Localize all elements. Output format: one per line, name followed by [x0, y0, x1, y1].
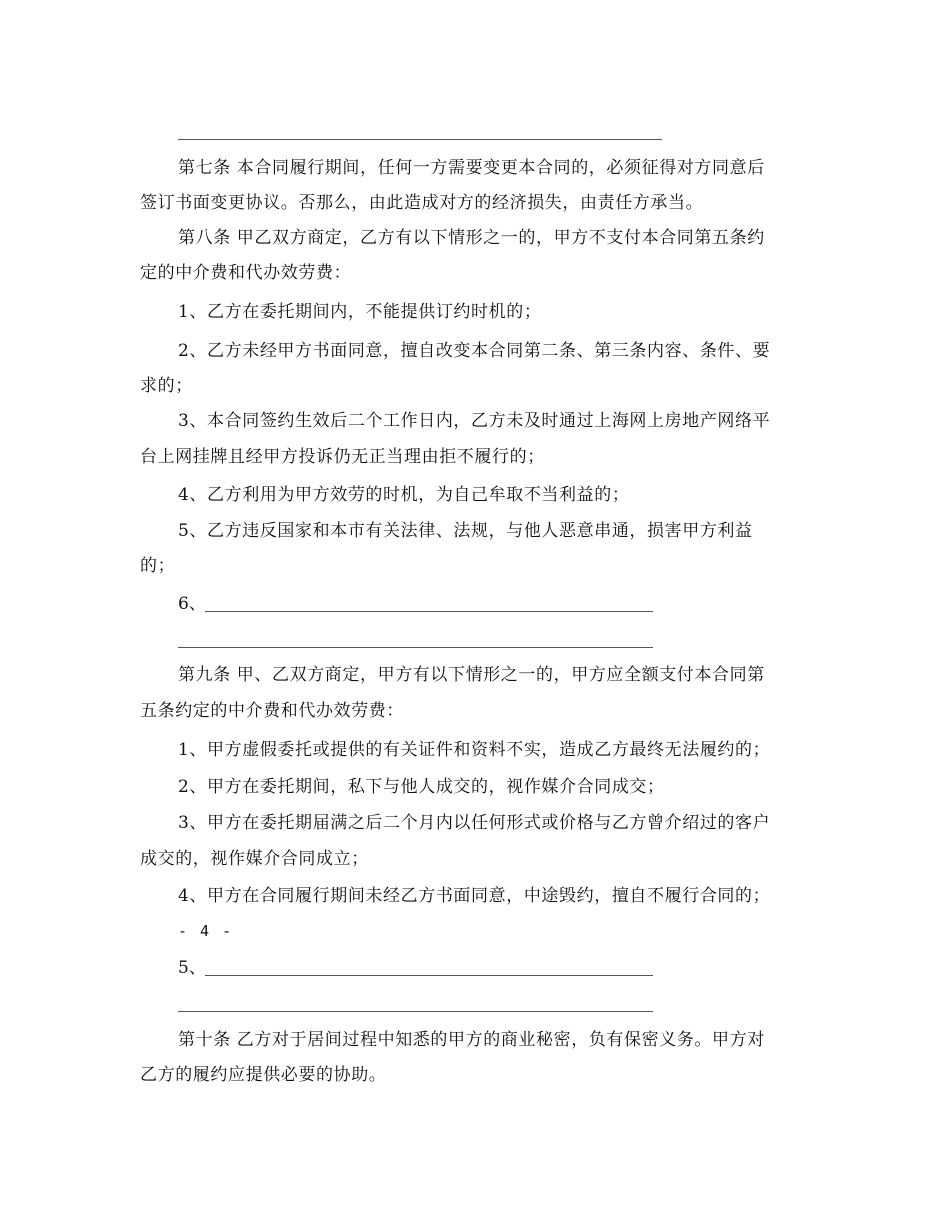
- article-8-item-3-cont: 台上网挂牌且经甲方投诉仍无正当理由拒不履行的；: [140, 447, 545, 467]
- article-9-intro-line-1: 第九条 甲、乙双方商定，甲方有以下情形之一的，甲方应全额支付本合同第: [178, 665, 765, 685]
- article-7-line-1: 第七条 本合同履行期间，任何一方需要变更本合同的，必须征得对方同意后: [178, 158, 765, 178]
- blank-fill-line: [178, 647, 653, 648]
- article-10-line-1: 第十条 乙方对于居间过程中知悉的甲方的商业秘密，负有保密义务。甲方对: [178, 1030, 765, 1050]
- article-8-intro-line-1: 第八条 甲乙双方商定，乙方有以下情形之一的，甲方不支付本合同第五条约: [178, 228, 765, 248]
- blank-fill-line: [205, 975, 653, 976]
- article-9-item-3: 3、甲方在委托期届满之后二个月内以任何形式或价格与乙方曾介绍过的客户: [178, 813, 771, 833]
- article-10-line-2: 乙方的履约应提供必要的协助。: [140, 1065, 387, 1085]
- article-8-item-4: 4、乙方利用为甲方效劳的时机，为自己牟取不当利益的；: [178, 485, 630, 505]
- blank-fill-line: [178, 139, 662, 140]
- article-8-item-3: 3、本合同签约生效后二个工作日内，乙方未及时通过上海网上房地产网络平: [178, 411, 771, 431]
- article-9-intro-line-2: 五条约定的中介费和代办效劳费：: [140, 701, 404, 721]
- article-8-item-5-cont: 的；: [140, 556, 176, 576]
- blank-fill-line: [178, 1011, 653, 1012]
- page-number: - 4 -: [178, 922, 234, 940]
- article-8-intro-line-2: 定的中介费和代办效劳费：: [140, 263, 352, 283]
- article-7-line-2: 签订书面变更协议。否那么，由此造成对方的经济损失，由责任方承当。: [140, 193, 704, 213]
- article-9-item-5-label: 5、: [178, 958, 206, 978]
- article-9-item-1: 1、甲方虚假委托或提供的有关证件和资料不实，造成乙方最终无法履约的；: [178, 740, 771, 760]
- article-8-item-6-label: 6、: [178, 594, 206, 614]
- blank-fill-line: [205, 611, 653, 612]
- article-9-item-2: 2、甲方在委托期间，私下与他人成交的，视作媒介合同成交；: [178, 777, 665, 797]
- article-8-item-1: 1、乙方在委托期间内，不能提供订约时机的；: [178, 302, 542, 322]
- article-9-item-3-cont: 成交的，视作媒介合同成立；: [140, 849, 369, 869]
- article-9-item-4: 4、甲方在合同履行期间未经乙方书面同意，中途毁约，擅自不履行合同的；: [178, 886, 771, 906]
- article-8-item-2-cont: 求的；: [140, 376, 193, 396]
- article-8-item-2: 2、乙方未经甲方书面同意，擅自改变本合同第二条、第三条内容、条件、要: [178, 341, 771, 361]
- article-8-item-5: 5、乙方违反国家和本市有关法律、法规，与他人恶意串通，损害甲方利益: [178, 521, 753, 541]
